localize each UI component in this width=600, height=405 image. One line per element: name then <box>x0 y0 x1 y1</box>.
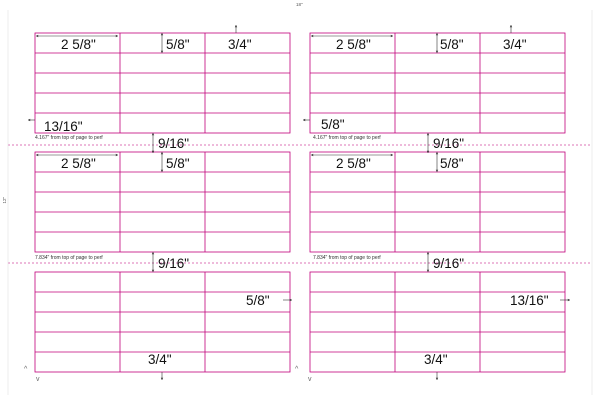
perf-note-2-right: 7.834" from top of page to perf <box>313 255 381 261</box>
left-margin-arrow-left-head <box>28 119 30 121</box>
dim-label-height-top-left: 5/8" <box>166 37 190 52</box>
dim-bottom-margin-right: 3/4" <box>424 352 448 367</box>
bottom-margin-arrow-right-head <box>436 378 438 380</box>
side-right-arrow-right-panel-head <box>568 299 570 301</box>
dim-left-margin-top-left: 13/16" <box>44 119 83 134</box>
corner-mark-bottom-left: v <box>36 376 40 383</box>
sheet-width-label: 18" <box>296 2 303 7</box>
dim-gap-2-left: 9/16" <box>158 256 190 271</box>
dim-side-right-bottom-left: 5/8" <box>246 293 270 308</box>
width-arrow-left-3-head <box>311 154 313 156</box>
perf-note-1-left: 4.167" from top of page to perf <box>35 135 103 141</box>
perf-note-2-left: 7.834" from top of page to perf <box>35 255 103 261</box>
dim-gap-1-right: 9/16" <box>433 136 465 151</box>
corner-mark-bottom-right: v <box>308 376 312 383</box>
dim-gap-1-left: 9/16" <box>158 136 190 151</box>
left-margin-arrow-right-head <box>303 119 305 121</box>
sheet-height-label: 12" <box>2 196 8 204</box>
corner-mark-top-left: ^ <box>24 366 28 373</box>
bottom-margin-arrow-left-head <box>161 378 163 380</box>
width-arrow-left-2-head <box>36 154 38 156</box>
dim-side-right-bottom-right: 13/16" <box>510 293 549 308</box>
side-right-arrow-left-panel-head <box>290 299 292 301</box>
dim-bottom-margin-left: 3/4" <box>148 352 172 367</box>
width-arrow-left-1-head <box>311 35 313 37</box>
width-arrow-right-2-head <box>116 154 118 156</box>
width-arrow-right-3-head <box>391 154 393 156</box>
dim-top-margin-top-left: 3/4" <box>228 37 252 52</box>
dim-left-margin-top-right: 5/8" <box>321 117 345 132</box>
dim-label-width-middle-left: 2 5/8" <box>61 156 96 171</box>
dim-label-height-top-right: 5/8" <box>440 37 464 52</box>
top-margin-arrow-left-head <box>235 25 237 27</box>
corner-mark-top-right: ^ <box>295 366 299 373</box>
dim-gap-2-right: 9/16" <box>433 256 465 271</box>
dim-top-margin-top-right: 3/4" <box>503 37 527 52</box>
dim-label-height-middle-left: 5/8" <box>166 156 190 171</box>
perf-note-1-right: 4.167" from top of page to perf <box>313 135 381 141</box>
dim-label-height-middle-right: 5/8" <box>440 156 464 171</box>
width-arrow-right-0-head <box>116 35 118 37</box>
dim-label-width-top-left: 2 5/8" <box>61 37 96 52</box>
width-arrow-right-1-head <box>391 35 393 37</box>
dim-label-width-middle-right: 2 5/8" <box>336 156 371 171</box>
top-margin-arrow-right-head <box>510 25 512 27</box>
dim-label-width-top-right: 2 5/8" <box>336 37 371 52</box>
width-arrow-left-0-head <box>36 35 38 37</box>
